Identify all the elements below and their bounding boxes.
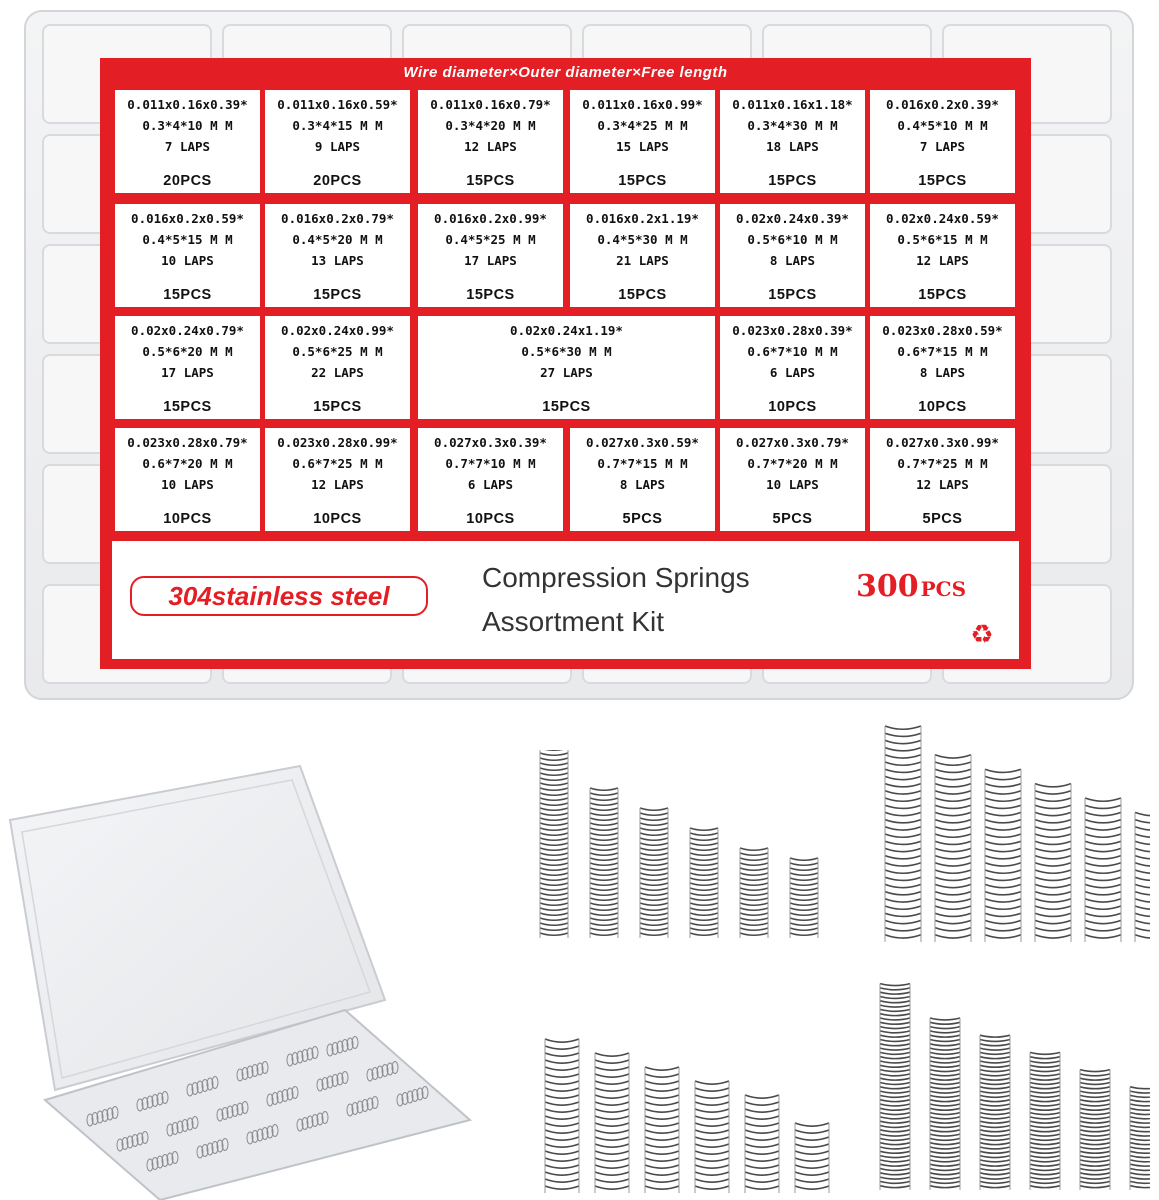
spring-group-2 [870,712,1150,952]
spec-line: 0.011x0.16x0.59* [277,97,398,112]
spring [795,1123,829,1193]
spec-line: 0.02x0.24x0.99* [281,323,394,338]
spring [740,848,768,938]
product-title: Compression Springs [482,562,750,593]
spec-line: 22 LAPS [311,365,364,380]
open-box-image [0,760,490,1200]
spring [930,1018,960,1190]
spec-quantity: 15PCS [313,287,362,303]
spec-line: 7 LAPS [164,139,211,154]
spec-line: 0.4*5*20 M M [292,232,383,247]
spec-line: 0.011x0.16x1.18* [732,97,853,112]
spec-line: 8 LAPS [619,477,666,492]
spec-quantity: 15PCS [163,399,212,415]
spec-line: 0.011x0.16x0.39* [127,97,248,112]
label-header: Wire diameter×Outer diameter×Free length [403,64,728,81]
spec-quantity: 10PCS [163,511,212,527]
spec-line: 0.5*6*20 M M [142,344,233,359]
spec-quantity: 20PCS [313,173,362,189]
spec-cell [418,316,715,419]
spec-line: 0.023x0.28x0.79* [127,435,248,450]
spec-quantity: 20PCS [163,173,212,189]
spring [1130,1087,1150,1190]
spring [640,808,668,938]
spec-quantity: 15PCS [313,399,362,415]
spec-quantity: 15PCS [542,399,591,415]
spec-line: 0.3*4*15 M M [292,118,383,133]
spec-quantity: 10PCS [466,511,515,527]
spec-line: 0.027x0.3x0.99* [886,435,999,450]
spec-line: 0.02x0.24x0.39* [736,211,849,226]
spec-line: 0.6*7*20 M M [142,456,233,471]
spec-line: 12 LAPS [311,477,364,492]
spec-line: 0.027x0.3x0.59* [586,435,699,450]
spec-quantity: 10PCS [768,399,817,415]
spring [590,788,618,938]
spec-cell [418,90,563,193]
spec-line: 0.3*4*30 M M [747,118,838,133]
spec-line: 0.7*7*15 M M [597,456,688,471]
spring [1080,1070,1110,1190]
spec-line: 10 LAPS [161,477,214,492]
spec-line: 0.4*5*10 M M [897,118,988,133]
spec-cell [720,428,865,531]
spec-cell [570,428,715,531]
spec-quantity: 5PCS [772,511,813,527]
spec-cell [418,204,563,307]
spec-line: 0.027x0.3x0.39* [434,435,547,450]
spring [980,1035,1010,1190]
spec-quantity: 5PCS [922,511,963,527]
spec-line: 0.02x0.24x0.79* [131,323,244,338]
spec-line: 0.4*5*30 M M [597,232,688,247]
spec-line: 12 LAPS [916,253,969,268]
spec-quantity: 5PCS [622,511,663,527]
spec-cell [570,204,715,307]
spec-cell [720,316,865,419]
spec-cell [870,316,1015,419]
spec-line: 18 LAPS [766,139,819,154]
spec-line: 0.023x0.28x0.59* [882,323,1003,338]
spec-line: 8 LAPS [769,253,816,268]
spec-line: 15 LAPS [616,139,669,154]
spring [545,1039,579,1193]
spec-quantity: 10PCS [313,511,362,527]
material-badge: 304stainless steel [130,576,428,616]
piece-count-number: 300 [856,569,919,604]
spec-cell [720,204,865,307]
spring [1135,812,1150,942]
spring [935,755,971,942]
spec-cell [265,204,410,307]
spec-cell [870,90,1015,193]
piece-count [856,569,966,604]
spec-line: 0.016x0.2x0.39* [886,97,999,112]
spring [695,1081,729,1193]
spring [985,769,1021,942]
spec-cell [265,316,410,419]
spec-quantity: 15PCS [768,173,817,189]
spec-cell [265,90,410,193]
spec-line: 12 LAPS [464,139,517,154]
spec-cell [870,204,1015,307]
spec-line: 0.7*7*25 M M [897,456,988,471]
spec-quantity: 15PCS [618,173,667,189]
spec-line: 0.5*6*30 M M [521,344,612,359]
label-bottom-panel [112,541,1019,659]
spec-line: 0.02x0.24x0.59* [886,211,999,226]
spec-line: 10 LAPS [161,253,214,268]
spec-cell [418,428,563,531]
spring [645,1067,679,1193]
spec-line: 0.5*6*25 M M [292,344,383,359]
spec-quantity: 15PCS [466,287,515,303]
spec-cell [570,90,715,193]
spec-cell [115,90,260,193]
spec-quantity: 15PCS [768,287,817,303]
spec-cell [115,428,260,531]
product-label [100,58,1031,669]
spec-quantity: 15PCS [466,173,515,189]
spec-line: 0.016x0.2x0.79* [281,211,394,226]
spring [1085,798,1121,942]
spec-line: 0.5*6*10 M M [747,232,838,247]
spec-line: 0.4*5*15 M M [142,232,233,247]
spring [540,750,568,938]
spec-line: 0.3*4*25 M M [597,118,688,133]
spec-line: 27 LAPS [540,365,593,380]
spec-line: 0.7*7*10 M M [445,456,536,471]
spring-group-3 [530,1018,830,1198]
spec-quantity: 10PCS [918,399,967,415]
spec-line: 0.7*7*20 M M [747,456,838,471]
spec-line: 0.016x0.2x0.99* [434,211,547,226]
spec-line: 8 LAPS [919,365,966,380]
spring [690,828,718,938]
spec-cell [115,316,260,419]
spec-line: 10 LAPS [766,477,819,492]
spec-line: 0.011x0.16x0.79* [430,97,551,112]
recycle-icon: ♻ [970,619,994,649]
spring [1030,1052,1060,1190]
spec-line: 6 LAPS [467,477,514,492]
spec-line: 0.02x0.24x1.19* [510,323,623,338]
spec-line: 0.6*7*10 M M [747,344,838,359]
spring [745,1095,779,1193]
spec-quantity: 15PCS [163,287,212,303]
piece-count-unit: PCS [920,577,967,601]
spec-line: 0.4*5*25 M M [445,232,536,247]
spec-line: 0.016x0.2x1.19* [586,211,699,226]
spec-line: 21 LAPS [616,253,669,268]
spring-group-4 [870,970,1150,1200]
spec-line: 0.016x0.2x0.59* [131,211,244,226]
spring [885,726,921,942]
spring-group-1 [530,750,830,950]
spring [1035,784,1071,942]
spec-cell [265,428,410,531]
spec-line: 0.023x0.28x0.39* [732,323,853,338]
spec-cell [870,428,1015,531]
spec-line: 6 LAPS [769,365,816,380]
spec-cell [115,204,260,307]
spec-line: 0.6*7*15 M M [897,344,988,359]
spec-cell [720,90,865,193]
spec-line: 17 LAPS [161,365,214,380]
spec-line: 0.3*4*20 M M [445,118,536,133]
spring [880,984,910,1190]
spec-quantity: 15PCS [618,287,667,303]
spec-quantity: 15PCS [918,287,967,303]
spec-line: 13 LAPS [311,253,364,268]
spec-line: 0.027x0.3x0.79* [736,435,849,450]
spring [790,858,818,938]
spring [595,1053,629,1193]
spec-quantity: 15PCS [918,173,967,189]
spec-line: 0.5*6*15 M M [897,232,988,247]
spec-line: 0.011x0.16x0.99* [582,97,703,112]
spec-line: 0.3*4*10 M M [142,118,233,133]
spec-line: 0.6*7*25 M M [292,456,383,471]
spec-line: 7 LAPS [919,139,966,154]
spec-line: 12 LAPS [916,477,969,492]
product-subtitle: Assortment Kit [482,606,665,637]
spec-line: 0.023x0.28x0.99* [277,435,398,450]
spec-line: 17 LAPS [464,253,517,268]
spec-line: 9 LAPS [314,139,361,154]
